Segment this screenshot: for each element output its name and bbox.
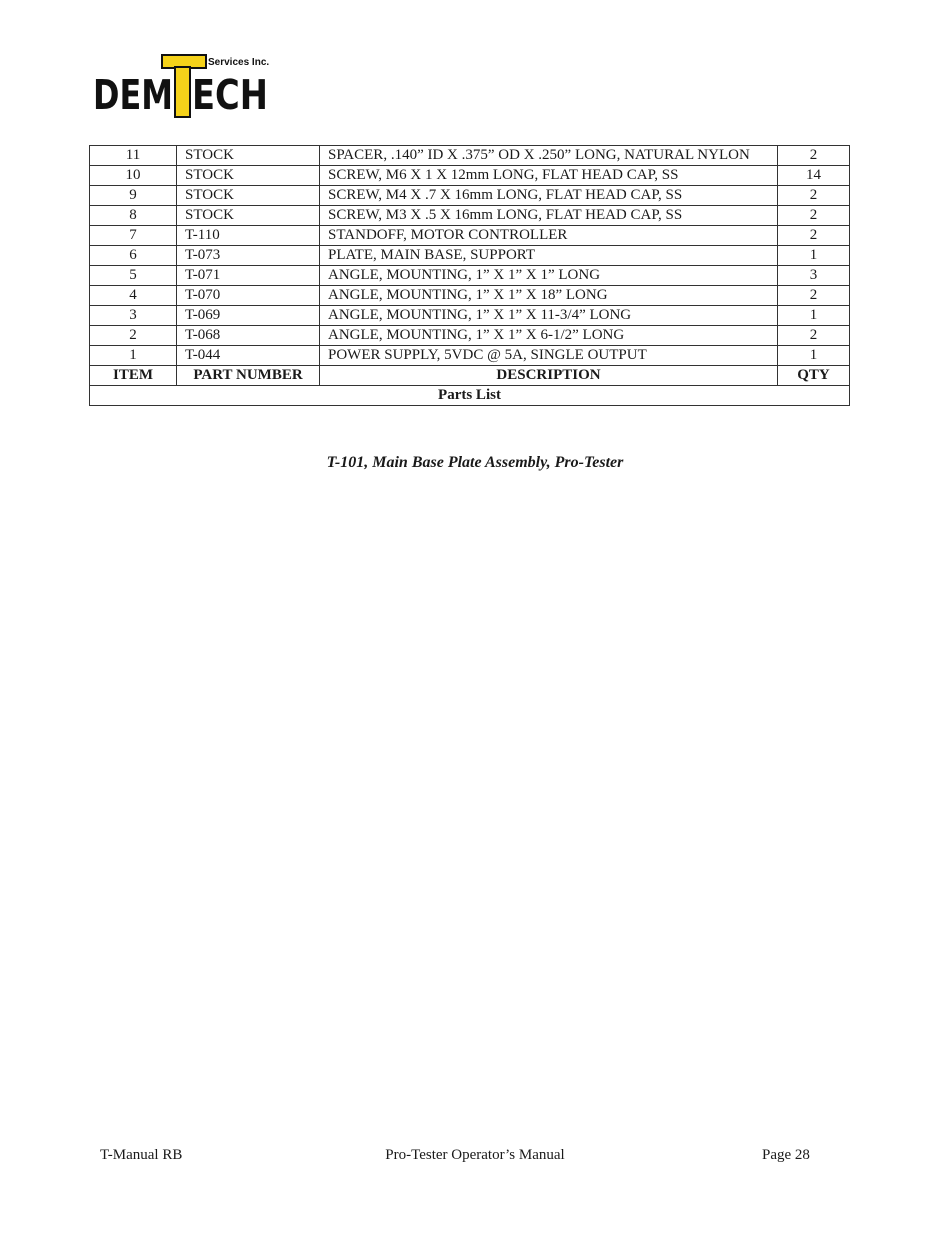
item-number: 4	[90, 286, 177, 306]
part-number: STOCK	[177, 186, 320, 206]
quantity: 1	[778, 306, 850, 326]
logo-word-left: DEM	[93, 71, 173, 119]
description: SCREW, M3 X .5 X 16mm LONG, FLAT HEAD CAP, SS	[320, 206, 778, 226]
parts-list-label: Parts List	[90, 386, 850, 406]
part-number: T-068	[177, 326, 320, 346]
part-number: T-044	[177, 346, 320, 366]
table-row	[90, 166, 850, 186]
item-number: 2	[90, 326, 177, 346]
part-number: T-073	[177, 246, 320, 266]
description: SPACER, .140” ID X .375” OD X .250” LONG, NATURAL NYLON	[320, 146, 778, 166]
parts-table-header-row	[90, 366, 850, 386]
quantity: 14	[778, 166, 850, 186]
footer-manual-title: Pro-Tester Operator’s Manual	[385, 1147, 565, 1163]
quantity: 2	[778, 146, 850, 166]
description: ANGLE, MOUNTING, 1” X 1” X 11-3/4” LONG	[320, 306, 778, 326]
logo-word-right: ECH	[192, 71, 268, 119]
part-number: T-110	[177, 226, 320, 246]
description: ANGLE, MOUNTING, 1” X 1” X 18” LONG	[320, 286, 778, 306]
figure-caption: T-101, Main Base Plate Assembly, Pro-Tester	[326, 454, 624, 471]
description: SCREW, M6 X 1 X 12mm LONG, FLAT HEAD CAP, SS	[320, 166, 778, 186]
footer-manual-code: T-Manual RB	[100, 1147, 183, 1163]
part-number: T-071	[177, 266, 320, 286]
quantity: 2	[778, 286, 850, 306]
quantity: 3	[778, 266, 850, 286]
description: ANGLE, MOUNTING, 1” X 1” X 6-1/2” LONG	[320, 326, 778, 346]
description: POWER SUPPLY, 5VDC @ 5A, SINGLE OUTPUT	[320, 346, 778, 366]
item-number: 5	[90, 266, 177, 286]
part-number: T-069	[177, 306, 320, 326]
logo-tagline: Services Inc.	[208, 57, 270, 68]
demtech-logo-mark	[92, 53, 272, 119]
part-number: STOCK	[177, 166, 320, 186]
part-number: T-070	[177, 286, 320, 306]
header-item: ITEM	[90, 366, 177, 386]
quantity: 2	[778, 326, 850, 346]
table-row	[90, 186, 850, 206]
table-row	[90, 286, 850, 306]
item-number: 6	[90, 246, 177, 266]
table-row	[90, 346, 850, 366]
quantity: 1	[778, 346, 850, 366]
table-row	[90, 266, 850, 286]
table-row	[90, 206, 850, 226]
header-qty: QTY	[778, 366, 850, 386]
item-number: 9	[90, 186, 177, 206]
item-number: 7	[90, 226, 177, 246]
item-number: 10	[90, 166, 177, 186]
demtech-logo	[92, 53, 272, 119]
header-part-number: PART NUMBER	[177, 366, 320, 386]
parts-table-footer-row	[90, 386, 850, 406]
part-number: STOCK	[177, 146, 320, 166]
footer-page-number: Page 28	[762, 1147, 810, 1163]
item-number: 11	[90, 146, 177, 166]
table-row	[90, 326, 850, 346]
quantity: 2	[778, 186, 850, 206]
part-number: STOCK	[177, 206, 320, 226]
description: STANDOFF, MOTOR CONTROLLER	[320, 226, 778, 246]
description: ANGLE, MOUNTING, 1” X 1” X 1” LONG	[320, 266, 778, 286]
description: SCREW, M4 X .7 X 16mm LONG, FLAT HEAD CAP, SS	[320, 186, 778, 206]
parts-list-table	[89, 145, 850, 406]
table-row	[90, 146, 850, 166]
quantity: 2	[778, 226, 850, 246]
item-number: 3	[90, 306, 177, 326]
table-row	[90, 226, 850, 246]
header-description: DESCRIPTION	[320, 366, 778, 386]
quantity: 1	[778, 246, 850, 266]
table-row	[90, 306, 850, 326]
item-number: 1	[90, 346, 177, 366]
table-row	[90, 246, 850, 266]
description: PLATE, MAIN BASE, SUPPORT	[320, 246, 778, 266]
parts-table-body	[90, 146, 850, 366]
quantity: 2	[778, 206, 850, 226]
item-number: 8	[90, 206, 177, 226]
